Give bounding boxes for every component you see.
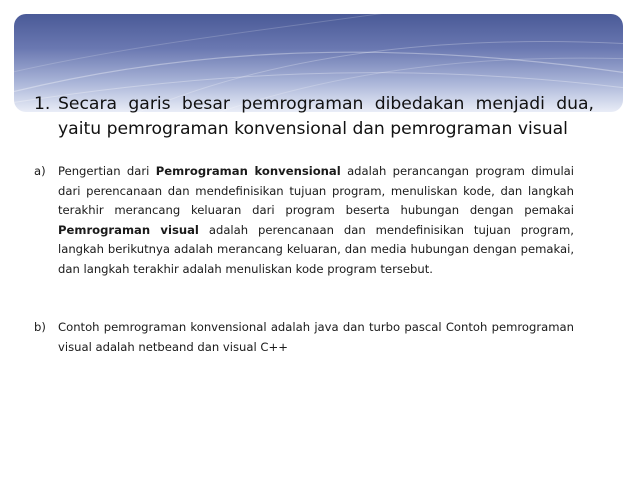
- list-marker-b: b): [34, 320, 46, 334]
- heading-text: Secara garis besar pemrograman dibedakan menjadi dua, yaitu pemrograman konvensional dan pemrograman visual: [58, 94, 594, 139]
- text-segment: adalah perancangan program dimulai dari perencanaan dan mendefinisikan tujuan program, menuliskan kode, dan langkah terakhir merancang keluaran dari program beserta hubungan dengan pemakai: [58, 164, 574, 218]
- heading-number: 1.: [34, 94, 51, 114]
- slide-heading: [34, 92, 594, 142]
- bold-term-konvensional: Pemrograman konvensional: [155, 164, 341, 178]
- text-segment: Pengertian dari: [58, 164, 156, 178]
- list-item-b-body: Contoh pemrograman konvensional adalah java dan turbo pascal Contoh pemrograman visual adalah netbeand dan visual C++: [58, 320, 574, 354]
- list-item-b: [34, 318, 574, 357]
- list-item-a-body: [34, 162, 574, 280]
- text-segment: adalah perencanaan dan mendefinisikan tujuan program, langkah berikutnya adalah merancang keluaran, dan media hubungan dengan pemakai, dan langkah terakhir adalah menuliskan kode program tersebut.: [58, 222, 574, 276]
- list-marker-a: a): [34, 164, 46, 178]
- bold-term-visual: Pemrograman visual: [58, 222, 199, 237]
- list-item-a: [34, 162, 574, 280]
